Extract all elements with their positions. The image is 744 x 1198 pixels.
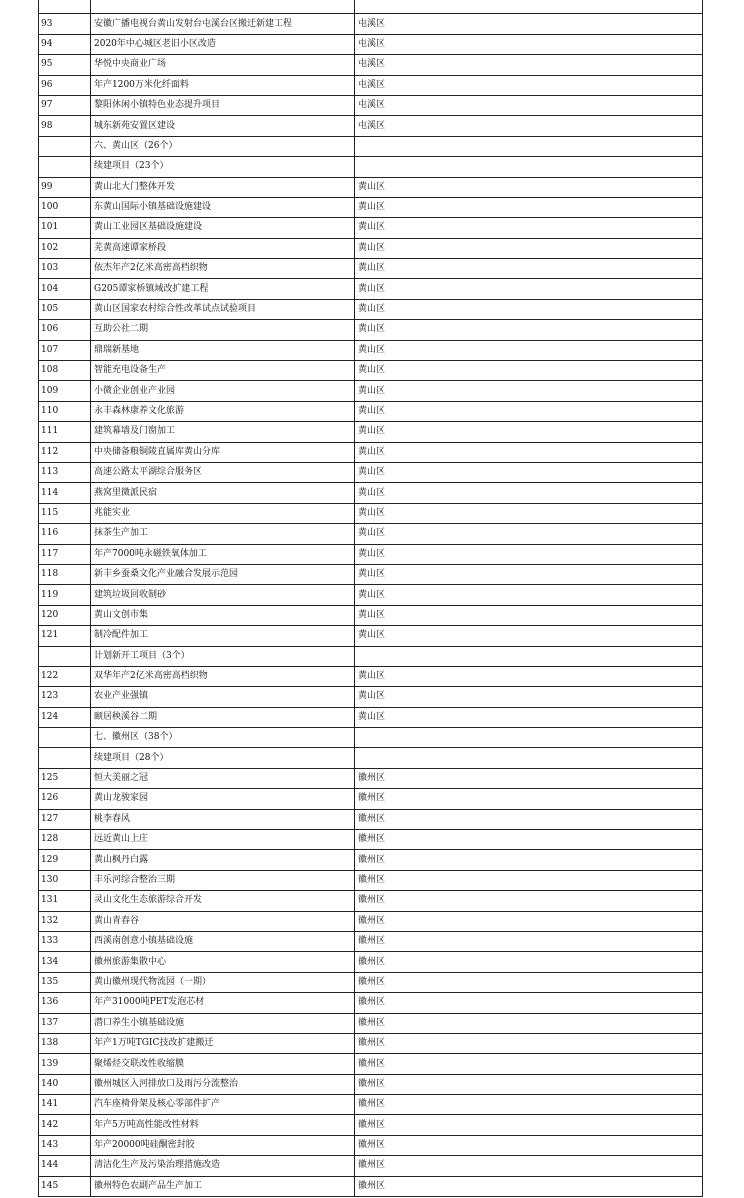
row-number-cell: 132	[39, 911, 91, 931]
district-cell: 徽州区	[355, 1054, 703, 1074]
table-row	[39, 1033, 703, 1053]
project-name-cell: 兆能实业	[91, 503, 355, 523]
district-cell	[355, 646, 703, 666]
project-name-cell: 依杰年产2亿米高密高档织物	[91, 259, 355, 279]
district-cell: 黄山区	[355, 626, 703, 646]
district-cell: 徽州区	[355, 1115, 703, 1135]
district-cell: 黄山区	[355, 238, 703, 258]
project-name-cell: 黄山北大门整体开发	[91, 177, 355, 197]
table-row	[39, 830, 703, 850]
table-row	[39, 0, 703, 14]
table-row	[39, 381, 703, 401]
row-number-cell: 118	[39, 564, 91, 584]
project-name-cell: 灵山文化生态旅游综合开发	[91, 891, 355, 911]
district-cell: 黄山区	[355, 605, 703, 625]
row-number-cell	[39, 748, 91, 768]
row-number-cell	[39, 157, 91, 177]
project-name-cell: 芜黄高速谭家桥段	[91, 238, 355, 258]
district-cell: 屯溪区	[355, 14, 703, 34]
row-number-cell: 122	[39, 666, 91, 686]
row-number-cell: 102	[39, 238, 91, 258]
district-cell: 屯溪区	[355, 75, 703, 95]
district-cell: 徽州区	[355, 1074, 703, 1094]
table-row	[39, 1156, 703, 1176]
table-row	[39, 299, 703, 319]
district-cell: 黄山区	[355, 585, 703, 605]
table-row	[39, 544, 703, 564]
district-cell	[355, 157, 703, 177]
project-name-cell: 黄山文创市集	[91, 605, 355, 625]
district-cell: 徽州区	[355, 1135, 703, 1155]
project-name-cell: 华悦中央商业广场	[91, 55, 355, 75]
district-cell: 徽州区	[355, 1176, 703, 1196]
table-row	[39, 585, 703, 605]
table-row	[39, 259, 703, 279]
district-cell: 屯溪区	[355, 55, 703, 75]
project-name-cell: 潜口养生小镇基础设施	[91, 1013, 355, 1033]
table-row	[39, 238, 703, 258]
row-number-cell: 94	[39, 34, 91, 54]
table-row	[39, 1135, 703, 1155]
district-cell: 黄山区	[355, 340, 703, 360]
district-cell: 黄山区	[355, 442, 703, 462]
table-row	[39, 361, 703, 381]
table-row	[39, 55, 703, 75]
row-number-cell: 111	[39, 422, 91, 442]
table-row	[39, 768, 703, 788]
table-row	[39, 789, 703, 809]
district-cell: 屯溪区	[355, 34, 703, 54]
table-row	[39, 177, 703, 197]
project-name-cell: 徽州特色农副产品生产加工	[91, 1176, 355, 1196]
district-cell: 徽州区	[355, 1095, 703, 1115]
project-name-cell: 永丰森林康养文化旅游	[91, 401, 355, 421]
project-name-cell: 互助公社二期	[91, 320, 355, 340]
row-number-cell: 113	[39, 462, 91, 482]
project-name-cell: 安徽广播电视台黄山发射台屯溪台区搬迁新建工程	[91, 14, 355, 34]
table-row	[39, 422, 703, 442]
row-number-cell: 98	[39, 116, 91, 136]
project-name-cell: 建筑垃圾回收制砂	[91, 585, 355, 605]
row-number-cell: 120	[39, 605, 91, 625]
project-name-cell: 远近黄山上庄	[91, 830, 355, 850]
table-row	[39, 197, 703, 217]
row-number-cell: 93	[39, 14, 91, 34]
table-row	[39, 1013, 703, 1033]
table-row	[39, 279, 703, 299]
district-cell: 徽州区	[355, 789, 703, 809]
project-name-cell: 年产31000吨PET发泡芯材	[91, 993, 355, 1013]
table-row	[39, 524, 703, 544]
section-header-row	[39, 728, 703, 748]
table-row	[39, 75, 703, 95]
district-cell: 黄山区	[355, 320, 703, 340]
row-number-cell: 109	[39, 381, 91, 401]
row-number-cell: 124	[39, 707, 91, 727]
project-name-cell: 新丰乡蚕桑文化产业融合发展示范园	[91, 564, 355, 584]
district-cell: 徽州区	[355, 830, 703, 850]
row-number-cell: 119	[39, 585, 91, 605]
project-name-cell: 鼎瑞新基地	[91, 340, 355, 360]
district-cell: 屯溪区	[355, 116, 703, 136]
table-row	[39, 972, 703, 992]
table-row	[39, 1176, 703, 1196]
table-row	[39, 646, 703, 666]
table-row	[39, 707, 703, 727]
row-number-cell: 126	[39, 789, 91, 809]
row-number-cell: 129	[39, 850, 91, 870]
row-number-cell: 104	[39, 279, 91, 299]
district-cell: 黄山区	[355, 422, 703, 442]
project-name-cell: 年产1200万米化纤面料	[91, 75, 355, 95]
row-number-cell: 140	[39, 1074, 91, 1094]
row-number-cell: 115	[39, 503, 91, 523]
district-cell	[355, 748, 703, 768]
row-number-cell: 103	[39, 259, 91, 279]
district-cell	[355, 728, 703, 748]
project-name-cell: 双华年产2亿米高密高档织物	[91, 666, 355, 686]
table-row	[39, 14, 703, 34]
table-row	[39, 687, 703, 707]
project-name-cell: 年产20000吨硅酮密封胶	[91, 1135, 355, 1155]
row-number-cell: 116	[39, 524, 91, 544]
district-cell: 徽州区	[355, 891, 703, 911]
district-cell: 黄山区	[355, 687, 703, 707]
row-number-cell: 117	[39, 544, 91, 564]
table-row	[39, 401, 703, 421]
row-number-cell: 99	[39, 177, 91, 197]
row-number-cell	[39, 0, 91, 14]
table-row	[39, 1054, 703, 1074]
row-number-cell: 112	[39, 442, 91, 462]
row-number-cell: 135	[39, 972, 91, 992]
table-row	[39, 503, 703, 523]
district-cell: 徽州区	[355, 870, 703, 890]
row-number-cell: 133	[39, 931, 91, 951]
project-name-cell: 黄山青春谷	[91, 911, 355, 931]
row-number-cell: 141	[39, 1095, 91, 1115]
table-row	[39, 911, 703, 931]
district-cell: 徽州区	[355, 809, 703, 829]
row-number-cell: 123	[39, 687, 91, 707]
row-number-cell: 127	[39, 809, 91, 829]
row-number-cell: 128	[39, 830, 91, 850]
project-name-cell	[91, 0, 355, 14]
row-number-cell: 110	[39, 401, 91, 421]
district-cell: 徽州区	[355, 952, 703, 972]
table-row	[39, 809, 703, 829]
project-name-cell: 徽州城区入河排放口及雨污分流整治	[91, 1074, 355, 1094]
row-number-cell	[39, 136, 91, 156]
project-name-cell: 黄山徽州现代物流园（一期）	[91, 972, 355, 992]
district-cell: 黄山区	[355, 524, 703, 544]
project-name-cell: G205谭家桥镇域改扩建工程	[91, 279, 355, 299]
table-row	[39, 748, 703, 768]
row-number-cell: 101	[39, 218, 91, 238]
district-cell: 黄山区	[355, 503, 703, 523]
row-number-cell: 144	[39, 1156, 91, 1176]
project-name-cell: 西溪南创意小镇基础设施	[91, 931, 355, 951]
project-name-cell: 燕窝里微派民宿	[91, 483, 355, 503]
project-name-cell: 中央储备粮铜陵直属库黄山分库	[91, 442, 355, 462]
project-name-cell: 丰乐河综合整治三期	[91, 870, 355, 890]
row-number-cell: 142	[39, 1115, 91, 1135]
table-row	[39, 442, 703, 462]
district-cell: 徽州区	[355, 993, 703, 1013]
project-name-cell: 小微企业创业产业园	[91, 381, 355, 401]
row-number-cell: 100	[39, 197, 91, 217]
project-name-cell: 计划新开工项目（3个）	[91, 646, 355, 666]
row-number-cell: 107	[39, 340, 91, 360]
project-name-cell: 智能充电设备生产	[91, 361, 355, 381]
row-number-cell: 97	[39, 95, 91, 115]
row-number-cell: 96	[39, 75, 91, 95]
table-row	[39, 157, 703, 177]
project-name-cell: 黄山龙骏家园	[91, 789, 355, 809]
project-name-cell: 黄山枫丹白露	[91, 850, 355, 870]
project-name-cell: 颐居秧溪谷二期	[91, 707, 355, 727]
table-row	[39, 952, 703, 972]
row-number-cell	[39, 646, 91, 666]
row-number-cell: 143	[39, 1135, 91, 1155]
table-row	[39, 1095, 703, 1115]
district-cell	[355, 0, 703, 14]
row-number-cell: 95	[39, 55, 91, 75]
district-cell: 黄山区	[355, 279, 703, 299]
project-name-cell: 七、徽州区（38个）	[91, 728, 355, 748]
district-cell: 黄山区	[355, 299, 703, 319]
table-row	[39, 95, 703, 115]
district-cell: 徽州区	[355, 850, 703, 870]
table-row	[39, 34, 703, 54]
project-name-cell: 清洁化生产及污染治理措施改造	[91, 1156, 355, 1176]
row-number-cell: 137	[39, 1013, 91, 1033]
project-name-cell: 徽州旅游集散中心	[91, 952, 355, 972]
project-name-cell: 续建项目（28个）	[91, 748, 355, 768]
project-name-cell: 恒大美丽之冠	[91, 768, 355, 788]
project-name-cell: 农业产业强镇	[91, 687, 355, 707]
table-row	[39, 605, 703, 625]
table-row	[39, 218, 703, 238]
district-cell: 黄山区	[355, 564, 703, 584]
table-row	[39, 1074, 703, 1094]
project-name-cell: 聚烯烃交联改性收缩膜	[91, 1054, 355, 1074]
row-number-cell: 121	[39, 626, 91, 646]
district-cell: 黄山区	[355, 483, 703, 503]
project-name-cell: 续建项目（23个）	[91, 157, 355, 177]
district-cell: 黄山区	[355, 462, 703, 482]
table-row	[39, 891, 703, 911]
district-cell: 徽州区	[355, 931, 703, 951]
project-name-cell: 六、黄山区（26个）	[91, 136, 355, 156]
table-row	[39, 850, 703, 870]
row-number-cell: 138	[39, 1033, 91, 1053]
district-cell	[355, 136, 703, 156]
row-number-cell: 131	[39, 891, 91, 911]
project-name-cell: 黄山工业园区基础设施建设	[91, 218, 355, 238]
row-number-cell: 106	[39, 320, 91, 340]
row-number-cell: 145	[39, 1176, 91, 1196]
project-name-cell: 制冷配件加工	[91, 626, 355, 646]
project-name-cell: 高速公路太平湖综合服务区	[91, 462, 355, 482]
table-row	[39, 1115, 703, 1135]
table-body	[39, 0, 703, 1197]
district-cell: 徽州区	[355, 1013, 703, 1033]
district-cell: 徽州区	[355, 972, 703, 992]
table-row	[39, 116, 703, 136]
district-cell: 黄山区	[355, 381, 703, 401]
table-row	[39, 666, 703, 686]
table-row	[39, 870, 703, 890]
district-cell: 屯溪区	[355, 95, 703, 115]
row-number-cell: 134	[39, 952, 91, 972]
project-table	[38, 0, 703, 1197]
district-cell: 黄山区	[355, 361, 703, 381]
row-number-cell: 130	[39, 870, 91, 890]
project-name-cell: 2020年中心城区老旧小区改造	[91, 34, 355, 54]
district-cell: 黄山区	[355, 259, 703, 279]
row-number-cell: 139	[39, 1054, 91, 1074]
project-name-cell: 汽车座椅骨架及核心零部件扩产	[91, 1095, 355, 1115]
table-row	[39, 340, 703, 360]
table-row	[39, 626, 703, 646]
district-cell: 徽州区	[355, 1156, 703, 1176]
district-cell: 黄山区	[355, 401, 703, 421]
row-number-cell	[39, 728, 91, 748]
project-name-cell: 建筑幕墙及门窗加工	[91, 422, 355, 442]
table-row	[39, 931, 703, 951]
section-header-row	[39, 136, 703, 156]
project-name-cell: 黎阳休闲小镇特色业态提升项目	[91, 95, 355, 115]
district-cell: 黄山区	[355, 707, 703, 727]
table-row	[39, 462, 703, 482]
project-name-cell: 黄山区国家农村综合性改革试点试验项目	[91, 299, 355, 319]
project-name-cell: 东黄山国际小镇基础设施建设	[91, 197, 355, 217]
table-row	[39, 993, 703, 1013]
row-number-cell: 108	[39, 361, 91, 381]
table-row	[39, 483, 703, 503]
row-number-cell: 136	[39, 993, 91, 1013]
project-name-cell: 城东新苑安置区建设	[91, 116, 355, 136]
district-cell: 黄山区	[355, 544, 703, 564]
project-name-cell: 年产7000吨永磁铁氧体加工	[91, 544, 355, 564]
district-cell: 徽州区	[355, 1033, 703, 1053]
row-number-cell: 125	[39, 768, 91, 788]
district-cell: 黄山区	[355, 197, 703, 217]
district-cell: 徽州区	[355, 768, 703, 788]
project-name-cell: 桃李春风	[91, 809, 355, 829]
district-cell: 徽州区	[355, 911, 703, 931]
project-name-cell: 抹茶生产加工	[91, 524, 355, 544]
district-cell: 黄山区	[355, 177, 703, 197]
project-name-cell: 年产5万吨高性能改性材料	[91, 1115, 355, 1135]
district-cell: 黄山区	[355, 666, 703, 686]
district-cell: 黄山区	[355, 218, 703, 238]
row-number-cell: 114	[39, 483, 91, 503]
row-number-cell: 105	[39, 299, 91, 319]
table-row	[39, 564, 703, 584]
project-name-cell: 年产1万吨TGIC技改扩建搬迁	[91, 1033, 355, 1053]
table-row	[39, 320, 703, 340]
